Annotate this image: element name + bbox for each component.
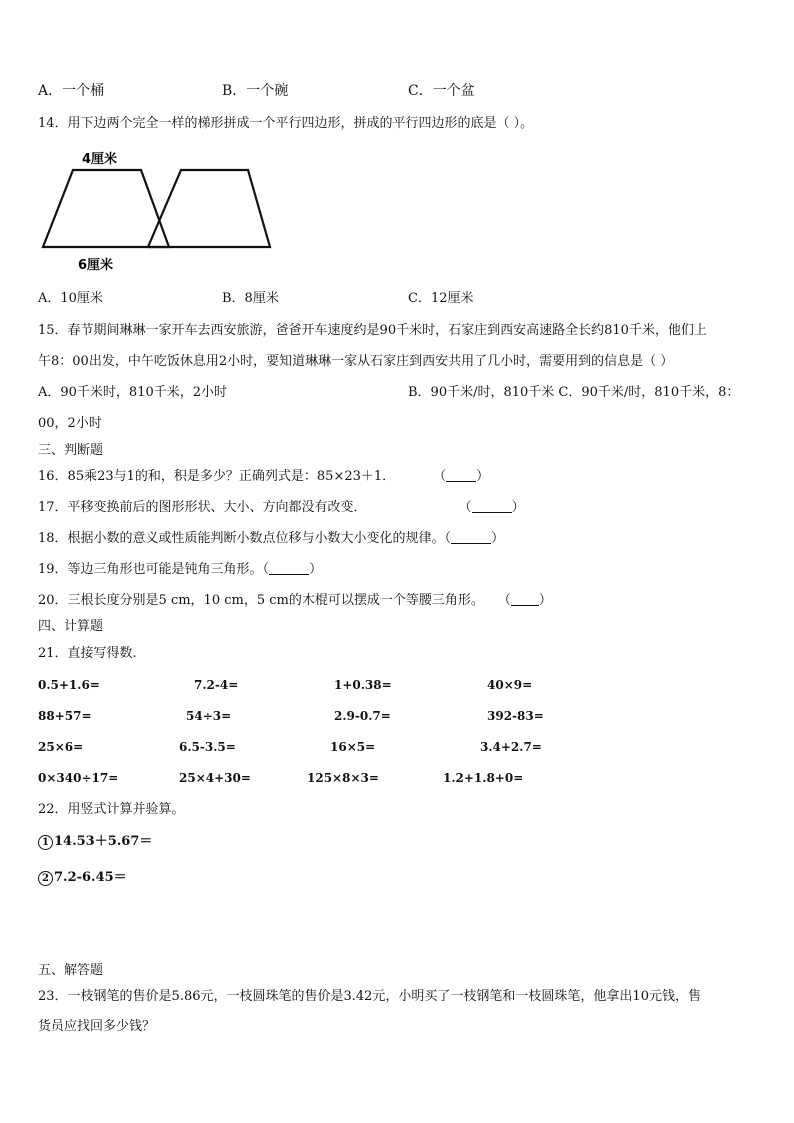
q21-r1-c1: 0.5+1.6= <box>38 678 100 692</box>
q15-option-a: A．90千米时，810千米，2小时 <box>38 385 228 400</box>
q18-paren-close: ） <box>491 531 505 546</box>
q21-r4-c3: 125×8×3= <box>307 771 379 785</box>
q21-r3-c3: 16×5= <box>330 740 376 754</box>
q17-paren-open: （ <box>458 500 472 515</box>
q20-paren-open: （ <box>497 593 511 608</box>
q21-r2-c4: 392-83= <box>487 709 544 723</box>
q21-r4-c4: 1.2+1.8+0= <box>443 771 524 785</box>
q22-item-2 <box>38 869 127 887</box>
q21-r3-c2: 6.5-3.5= <box>179 740 236 754</box>
section-title-4: 四、计算题 <box>38 619 104 634</box>
q15-option-c-continued: 00，2小时 <box>38 416 102 431</box>
section-title-5: 五、解答题 <box>38 963 104 978</box>
trapezoid-bottom-label: 6厘米 <box>78 258 114 273</box>
q23-line1: 23．一枝钢笔的售价是5.86元，一枝圆珠笔的售价是3.42元，小明买了一枝钢笔和一枝圆珠笔，他拿出10元钱，售 <box>38 989 701 1004</box>
q21-r2-c1: 88+57= <box>38 709 92 723</box>
q13-option-a: A．一个桶 <box>38 83 105 99</box>
q22-item-1 <box>38 833 152 851</box>
q16-answer-blank[interactable] <box>446 469 476 482</box>
trapezoid-right <box>148 170 270 247</box>
trapezoid-figure <box>36 146 286 276</box>
trapezoid-left <box>43 170 169 247</box>
q14-question: 14．用下边两个完全一样的梯形拼成一个平行四边形，拼成的平行四边形的底是（ ）。 <box>38 116 534 131</box>
q16 <box>38 468 489 486</box>
q21-question: 21．直接写得数. <box>38 646 137 661</box>
q13-option-c: C．一个盆 <box>408 83 475 99</box>
q18-paren-open: （ <box>444 531 452 546</box>
q20-text: 20．三根长度分别是5 cm，10 cm，5 cm的木棍可以摆成一个等腰三角形。 <box>38 593 484 608</box>
q20-answer-blank[interactable] <box>511 593 539 606</box>
q17 <box>38 499 525 517</box>
q19-answer-blank[interactable] <box>269 562 309 575</box>
q17-text: 17．平移变换前后的图形形状、大小、方向都没有改变． <box>38 500 367 515</box>
q14-option-a: A．10厘米 <box>38 291 103 306</box>
q14-option-b: B．8厘米 <box>222 291 279 306</box>
q16-paren-open: （ <box>433 469 447 484</box>
q21-r3-c1: 25×6= <box>38 740 84 754</box>
q22-item-2-expr: 7.2-6.45＝ <box>54 870 127 885</box>
q21-r1-c4: 40×9= <box>487 678 533 692</box>
section-title-3: 三、判断题 <box>38 443 104 458</box>
q14-option-c: C．12厘米 <box>408 291 474 306</box>
q19 <box>38 561 322 579</box>
q20 <box>38 592 552 610</box>
q17-paren-close: ） <box>511 500 525 515</box>
q21-r4-c2: 25×4+30= <box>179 771 251 785</box>
q21-r2-c2: 54÷3= <box>186 709 232 723</box>
q23-line2: 货员应找回多少钱？ <box>38 1019 156 1034</box>
q19-paren-open: （ <box>262 562 270 577</box>
q18 <box>38 530 504 548</box>
trapezoid-top-label: 4厘米 <box>82 152 118 167</box>
q18-text: 18．根据小数的意义或性质能判断小数点位移与小数大小变化的规律。 <box>38 531 445 546</box>
q18-answer-blank[interactable] <box>451 531 491 544</box>
circled-number-2: 2 <box>38 871 53 886</box>
q15-option-bc: B．90千米/时，810千米 C．90千米/时，810千米，8： <box>408 385 740 400</box>
q21-r3-c4: 3.4+2.7= <box>480 740 542 754</box>
q15-line1: 15．春节期间琳琳一家开车去西安旅游，爸爸开车速度约是90千米时，石家庄到西安高速路全长约810千米，他们上 <box>38 323 707 338</box>
q21-r4-c1: 0×340÷17= <box>38 771 119 785</box>
q19-text: 19．等边三角形也可能是钝角三角形。 <box>38 562 263 577</box>
q17-answer-blank[interactable] <box>472 500 512 513</box>
q22-item-1-expr: 14.53＋5.67＝ <box>54 834 153 849</box>
q19-paren-close: ） <box>309 562 323 577</box>
q22-question: 22．用竖式计算并验算。 <box>38 802 185 817</box>
q20-paren-close: ） <box>538 593 552 608</box>
q21-r1-c2: 7.2-4= <box>194 678 239 692</box>
circled-number-1: 1 <box>38 835 53 850</box>
q16-text: 16．85乘23与1的和，积是多少？正确列式是：85×23＋1． <box>38 469 396 484</box>
q16-paren-close: ） <box>476 469 490 484</box>
q15-line2: 午8：00出发，中午吃饭休息用2小时，要知道琳琳一家从石家庄到西安共用了几小时，需要用到的信息是（ ） <box>38 354 674 369</box>
q21-r1-c3: 1+0.38= <box>334 678 392 692</box>
q21-r2-c3: 2.9-0.7= <box>334 709 391 723</box>
q13-option-b: B．一个碗 <box>222 83 289 99</box>
